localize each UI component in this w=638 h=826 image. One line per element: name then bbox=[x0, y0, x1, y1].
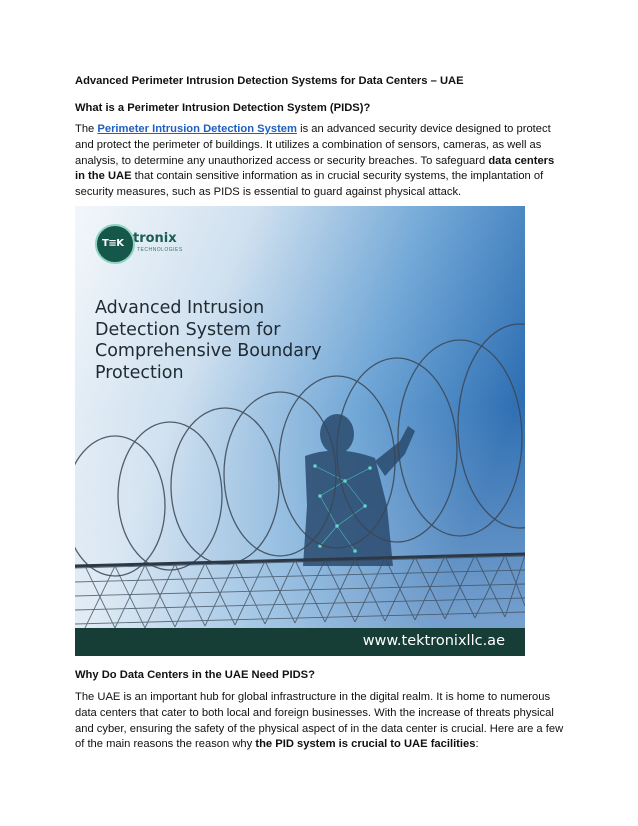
section2-text-b: : bbox=[475, 738, 479, 751]
banner-headline: Advanced Intrusion Detection System for Comprehensive Boundary Protection bbox=[95, 298, 322, 383]
logo-mark: T≡K bbox=[102, 238, 124, 249]
section1-intro: The bbox=[75, 123, 98, 135]
section2-bold-a: the PID system is crucial to UAE facilities bbox=[255, 738, 476, 751]
promo-banner-image bbox=[75, 206, 525, 656]
section1-text-a: is an advanced security device designed to protect and protect the perimeter of buildings. It utilizes a combination of sensors, cameras, as well as analysis, to determine any unauthorized access or security breaches. To safeguard bbox=[75, 123, 551, 167]
banner-url: www.tektronixllc.ae bbox=[362, 633, 505, 649]
section1-heading: What is a Perimeter Intrusion Detection System (PIDS)? bbox=[75, 102, 371, 114]
logo-subtitle: TECHNOLOGIES bbox=[137, 247, 183, 253]
pids-link[interactable]: Perimeter Intrusion Detection System bbox=[97, 123, 297, 135]
logo-wordmark: tronix bbox=[133, 231, 177, 246]
logo-badge bbox=[95, 224, 135, 264]
document-title: Advanced Perimeter Intrusion Detection Systems for Data Centers – UAE bbox=[75, 75, 464, 87]
section1-text-b: that contain sensitive information as in crucial security systems, the implantation of security measures, such as PIDS is essential to guard against physical attack. bbox=[75, 170, 544, 199]
section1-paragraph bbox=[75, 122, 567, 201]
banner-background bbox=[75, 206, 525, 656]
tektronix-logo bbox=[95, 224, 235, 262]
section2-text-a: The UAE is an important hub for global infrastructure in the digital realm. It is home to numerous data centers that cater to both local and foreign businesses. With the increase of threats physical and cyber, ensuring the safety of the physical aspect of in the data center is crucial. Here are a few of the main reasons the reason why bbox=[75, 691, 564, 751]
section1-bold-a: data centers in the UAE bbox=[75, 154, 555, 183]
section2-paragraph bbox=[75, 690, 567, 753]
section2-heading: Why Do Data Centers in the UAE Need PIDS? bbox=[75, 669, 315, 681]
banner-footer bbox=[75, 628, 525, 656]
